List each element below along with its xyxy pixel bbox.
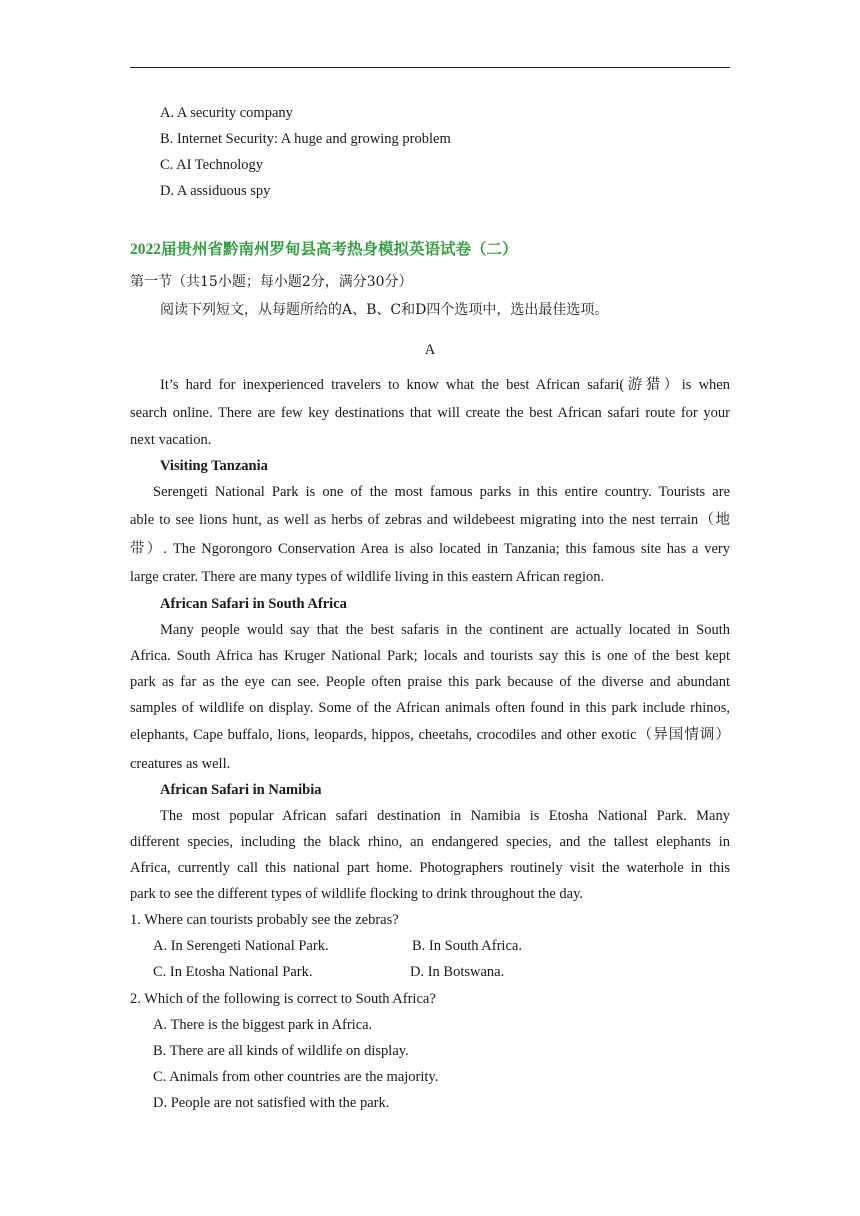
- paragraph-line: park to see the different types of wildlife flocking to drink throughout the day.: [130, 886, 584, 902]
- header-rule: [130, 67, 730, 68]
- option-c[interactable]: C. Animals from other countries are the majority.: [153, 1069, 439, 1085]
- paragraph-line: The most popular African safari destination in Namibia is Etosha National Park. Many: [160, 808, 730, 824]
- question-1-options: [153, 936, 730, 956]
- prev-option-a: A. A security company: [160, 105, 293, 121]
- paragraph-line: Many people would say that the best safaris in the continent are actually located in South: [160, 622, 730, 638]
- section-heading: 第一节（共15小题；每小题2分，满分30分）: [130, 274, 413, 290]
- paragraph-line: Serengeti National Park is one of the most famous parks in this entire country. Tourists are: [153, 484, 730, 500]
- option-a[interactable]: A. In Serengeti National Park.: [153, 938, 329, 954]
- paragraph-line: large crater. There are many types of wildlife living in this eastern African region.: [130, 569, 605, 585]
- option-d[interactable]: D. In Botswana.: [410, 964, 505, 980]
- paragraph-line: samples of wildlife on display. Some of the African animals often found in this park include rhinos,: [130, 700, 730, 716]
- paragraph-line: creatures as well.: [130, 756, 231, 772]
- section-heading-south-africa: African Safari in South Africa: [160, 596, 347, 612]
- option-c[interactable]: C. In Etosha National Park.: [153, 964, 313, 980]
- paragraph-line: Africa, currently call this national part home. Photographers routinely visit the waterhole in this: [130, 860, 730, 876]
- instruction: 阅读下列短文，从每题所给的A、B、C和D四个选项中，选出最佳选项。: [160, 302, 609, 318]
- question-2-stem: 2. Which of the following is correct to South Africa?: [130, 991, 436, 1007]
- prev-option-c: C. AI Technology: [160, 157, 264, 173]
- option-a[interactable]: A. There is the biggest park in Africa.: [153, 1017, 373, 1033]
- passage-label: A: [424, 342, 436, 358]
- passage-intro-line: It’s hard for inexperienced travelers to know what the best African safari(游猎）is when: [160, 377, 730, 393]
- paragraph-line: park as far as the eye can see. People often praise this park because of the diverse and abundant: [130, 674, 730, 690]
- question-1-stem: 1. Where can tourists probably see the zebras?: [130, 912, 399, 928]
- paragraph-line: 带）. The Ngorongoro Conservation Area is also located in Tanzania; this famous site has a very: [130, 541, 730, 557]
- exam-title: 2022届贵州省黔南州罗甸县高考热身模拟英语试卷（二）: [130, 241, 518, 258]
- paragraph-line: different species, including the black rhino, an endangered species, and the tallest elephants in: [130, 834, 730, 850]
- option-b[interactable]: B. In South Africa.: [412, 938, 522, 954]
- prev-option-d: D. A assiduous spy: [160, 183, 271, 199]
- option-b[interactable]: B. There are all kinds of wildlife on display.: [153, 1043, 409, 1059]
- prev-option-b: B. Internet Security: A huge and growing problem: [160, 131, 451, 147]
- passage-intro-line: search online. There are few key destinations that will create the best African safari route for your: [130, 405, 730, 421]
- paragraph-line: able to see lions hunt, as well as herbs of zebras and wildebeest migrating into the nest terrain（地: [130, 512, 730, 528]
- option-d[interactable]: D. People are not satisfied with the park.: [153, 1095, 390, 1111]
- passage-intro-line: next vacation.: [130, 432, 212, 448]
- paragraph-line: Africa. South Africa has Kruger National Park; locals and tourists say this is one of the best kept: [130, 648, 730, 664]
- question-1-options: [153, 962, 730, 982]
- section-heading-namibia: African Safari in Namibia: [160, 782, 322, 798]
- section-heading-tanzania: Visiting Tanzania: [160, 458, 268, 474]
- paragraph-line: elephants, Cape buffalo, lions, leopards, hippos, cheetahs, crocodiles and other exotic（异国情调）: [130, 727, 730, 743]
